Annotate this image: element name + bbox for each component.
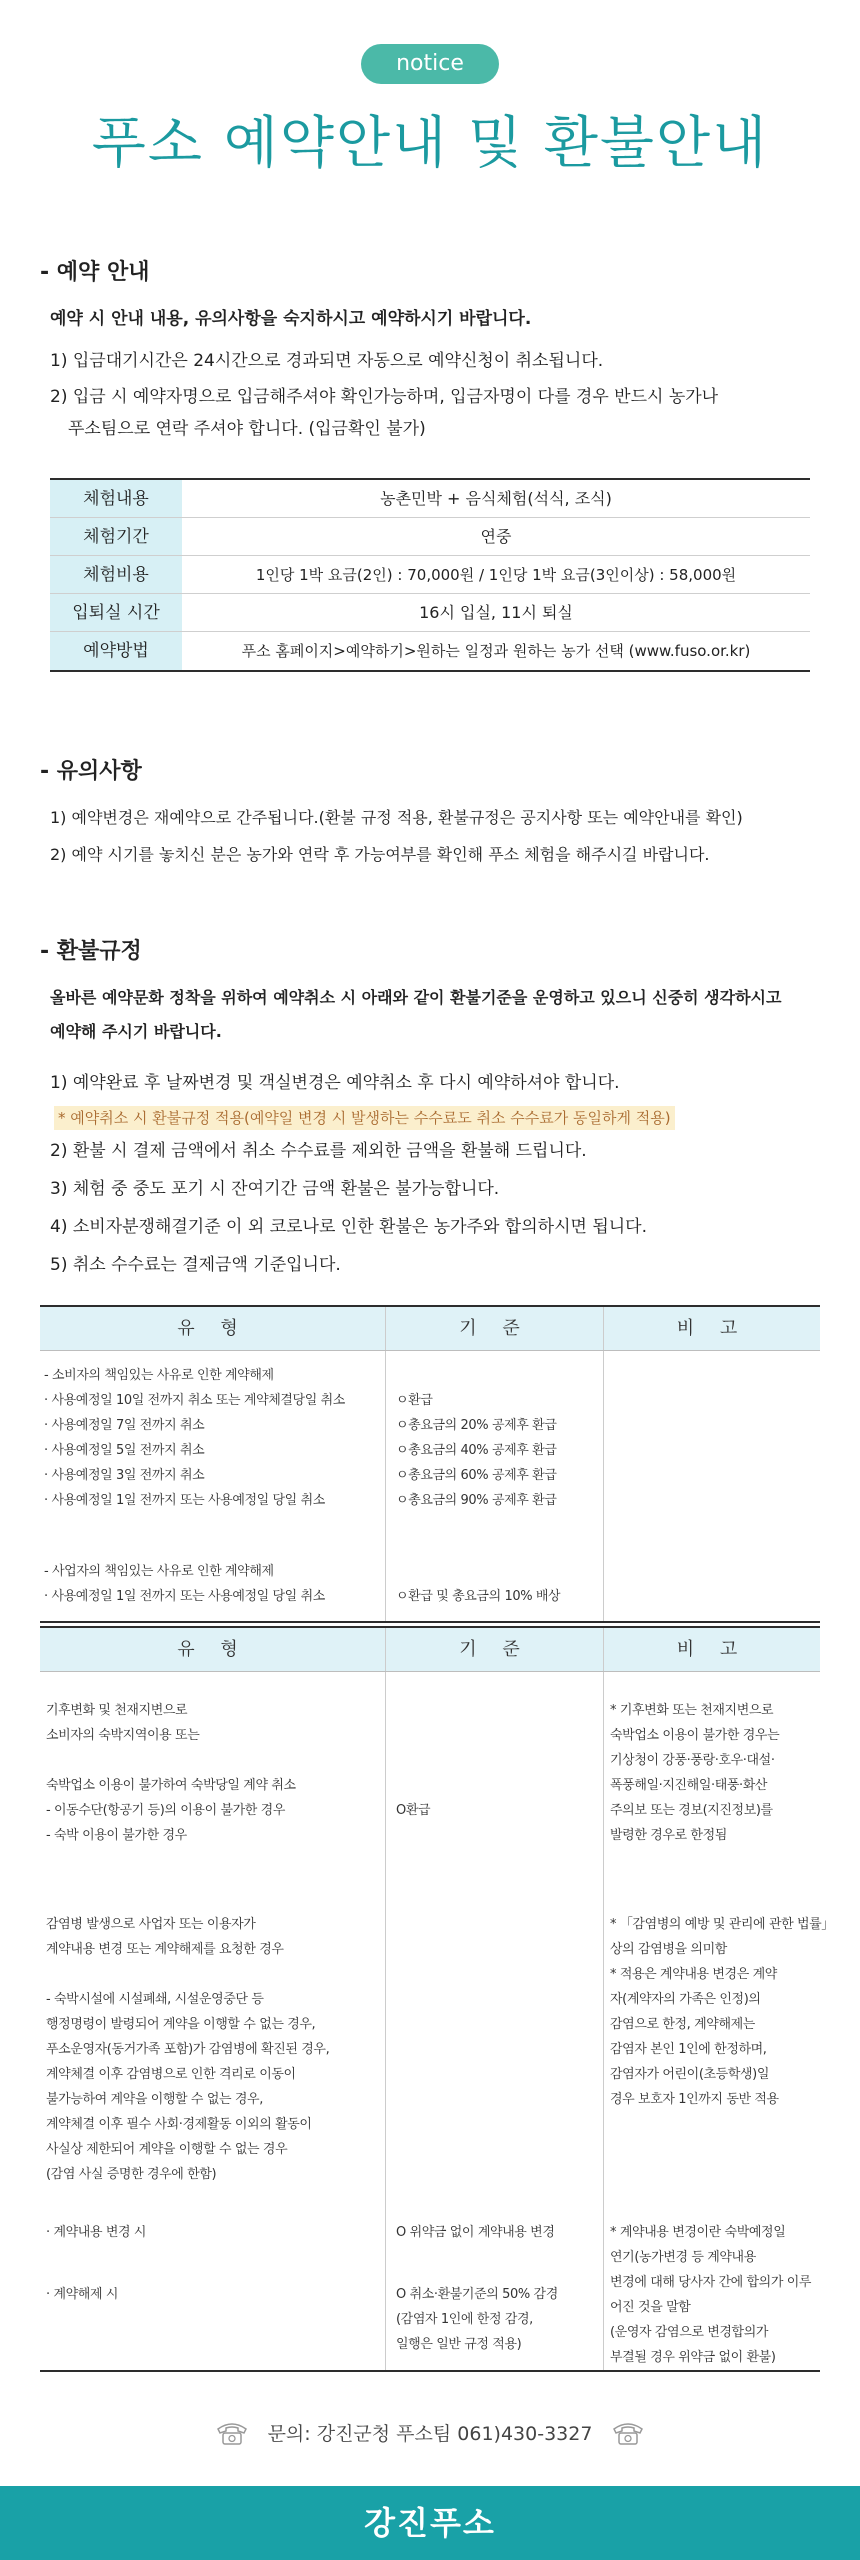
info-key: 예약방법 [50, 632, 182, 670]
header-criteria: 기 준 [386, 1307, 604, 1350]
type-line: (감염 사실 증명한 경우에 한함) [46, 2167, 217, 2182]
notes-item-1: 1) 예약변경은 재예약으로 간주됩니다.(환불 규정 적용, 환불규정은 공지사항 또는 예약안내를 확인) [50, 808, 743, 827]
type-line: - 사업자의 책임있는 사유로 인한 계약해제 [44, 1564, 274, 1579]
criteria-line: ㅇ총요금의 40% 공제후 환급 [396, 1443, 557, 1458]
note-line: (운영자 감염으로 변경합의가 [610, 2325, 769, 2340]
reservation-item-1: 1) 입금대기시간은 24시간으로 경과되면 자동으로 예약신청이 취소됩니다. [50, 351, 604, 371]
notes-item-2: 2) 예약 시기를 놓치신 분은 농가와 연락 후 가능여부를 확인해 푸소 체험을 해주시길 바랍니다. [50, 845, 710, 864]
type-line: - 소비자의 책임있는 사유로 인한 계약해제 [44, 1368, 274, 1383]
criteria-line: (감염자 1인에 한정 감경, [396, 2312, 533, 2327]
table-header-row [40, 1628, 820, 1672]
info-key: 체험비용 [50, 556, 182, 593]
type-line: 계약체결 이후 감염병으로 인한 격리로 이동이 [46, 2067, 296, 2082]
refund-highlight-note: * 예약취소 시 환불규정 적용(예약일 변경 시 발생하는 수수료도 취소 수수료가 동일하게 적용) [54, 1106, 675, 1130]
note-line: 변경에 대해 당사자 간에 합의가 이루 [610, 2275, 812, 2290]
criteria-line: ㅇ환급 및 총요금의 10% 배상 [396, 1589, 561, 1604]
note-line: * 「감염병의 예방 및 관리에 관한 법률」 [610, 1917, 834, 1932]
note-line: 어진 것을 말함 [610, 2300, 691, 2315]
notice-badge: notice [361, 44, 499, 84]
header-type: 유 형 [40, 1628, 386, 1671]
note-line: 폭풍해일·지진해일·태풍·화산 [610, 1778, 768, 1793]
info-key: 체험기간 [50, 518, 182, 555]
type-line: 푸소운영자(동거가족 포함)가 감염병에 확진된 경우, [46, 2042, 330, 2057]
info-value: 농촌민박 + 음식체험(석식, 조식) [380, 489, 612, 508]
footer-bar [0, 2486, 860, 2560]
note-line: 기상청이 강풍·풍랑·호우·대설· [610, 1753, 775, 1768]
contact-line [0, 2419, 860, 2446]
type-line: · 사용예정일 5일 전까지 취소 [44, 1443, 205, 1458]
header-criteria: 기 준 [386, 1628, 604, 1671]
refund-heading: - 환불규정 [40, 939, 142, 964]
type-line: · 사용예정일 1일 전까지 또는 사용예정일 당일 취소 [44, 1493, 325, 1508]
note-cell [604, 1351, 820, 1621]
info-value: 푸소 홈페이지>예약하기>원하는 일정과 원하는 농가 선택 (www.fuso.or.kr) [241, 642, 751, 660]
criteria-line: ㅇ총요금의 20% 공제후 환급 [396, 1418, 557, 1433]
reservation-heading: - 예약 안내 [40, 260, 150, 285]
criteria-cell [386, 1351, 604, 1621]
type-line: · 사용예정일 1일 전까지 또는 사용예정일 당일 취소 [44, 1589, 325, 1604]
page-title: 푸소 예약안내 및 환불안내 [91, 111, 769, 176]
note-line: * 계약내용 변경이란 숙박예정일 [610, 2225, 786, 2240]
phone-icon [610, 2420, 646, 2446]
refund-table-consumer [40, 1305, 820, 1623]
criteria-line: O 취소·환불기준의 50% 감경 [396, 2287, 558, 2302]
reservation-intro: 예약 시 안내 내용, 유의사항을 숙지하시고 예약하시기 바랍니다. [50, 309, 532, 329]
type-line: · 사용예정일 3일 전까지 취소 [44, 1468, 205, 1483]
note-line: 연기(농가변경 등 계약내용 [610, 2250, 756, 2265]
note-cell [604, 1672, 834, 2370]
type-line: 계약체결 이후 필수 사회·경제활동 이외의 활동이 [46, 2117, 312, 2132]
type-line: 계약내용 변경 또는 계약해제를 요청한 경우 [46, 1942, 284, 1957]
info-key: 체험내용 [50, 480, 182, 517]
table-row [50, 632, 810, 670]
notes-heading: - 유의사항 [40, 759, 142, 784]
refund-item-3: 3) 체험 중 중도 포기 시 잔여기간 금액 환불은 불가능합니다. [50, 1179, 500, 1199]
note-line: 부결될 경우 위약금 없이 환불) [610, 2350, 776, 2365]
info-value: 연중 [480, 527, 512, 546]
type-line: 불가능하여 계약을 이행할 수 없는 경우, [46, 2092, 263, 2107]
criteria-line: ㅇ환급 [396, 1393, 433, 1408]
contact-text: 문의: 강진군청 푸소팀 061)430-3327 [267, 2423, 593, 2445]
criteria-line: ㅇ총요금의 90% 공제후 환급 [396, 1493, 557, 1508]
type-cell [40, 1351, 386, 1621]
type-line: - 숙박시설에 시설폐쇄, 시설운영중단 등 [46, 1992, 264, 2007]
refund-intro-2: 예약해 주시기 바랍니다. [50, 1022, 222, 1041]
info-value: 1인당 1박 요금(2인) : 70,000원 / 1인당 1박 요금(3인이상) : 58,000원 [255, 566, 737, 584]
header-note: 비 고 [676, 1639, 748, 1660]
criteria-line: ㅇ총요금의 60% 공제후 환급 [396, 1468, 557, 1483]
type-line: · 계약해제 시 [46, 2287, 118, 2302]
type-line: 사실상 제한되어 계약을 이행할 수 없는 경우 [46, 2142, 288, 2157]
table-row [50, 480, 810, 518]
table-header-row [40, 1307, 820, 1351]
note-line: 발령한 경우로 한정됨 [610, 1828, 727, 1843]
type-line: - 숙박 이용이 불가한 경우 [46, 1828, 187, 1843]
criteria-line: O환급 [396, 1803, 431, 1818]
reservation-info-table [50, 478, 810, 672]
type-line: - 이동수단(항공기 등)의 이용이 불가한 경우 [46, 1803, 285, 1818]
table-row [40, 1351, 820, 1621]
reservation-item-2: 2) 입금 시 예약자명으로 입금해주셔야 확인가능하며, 입금자명이 다를 경우 반드시 농가나 [50, 387, 719, 407]
type-line: 소비자의 숙박지역이용 또는 [46, 1728, 200, 1743]
table-row [40, 1672, 834, 2370]
refund-item-5: 5) 취소 수수료는 결제금액 기준입니다. [50, 1255, 341, 1275]
type-line: · 사용예정일 10일 전까지 취소 또는 계약체결당일 취소 [44, 1393, 345, 1408]
note-line: 상의 감염병을 의미함 [610, 1942, 727, 1957]
table-row [50, 594, 810, 632]
note-line: 자(계약자의 가족은 인정)의 [610, 1992, 761, 2007]
note-line: 경우 보호자 1인까지 동반 적용 [610, 2092, 779, 2107]
type-line: 감염병 발생으로 사업자 또는 이용자가 [46, 1917, 256, 1932]
type-line: 행정명령이 발령되어 계약을 이행할 수 없는 경우, [46, 2017, 316, 2032]
note-line: 숙박업소 이용이 불가한 경우는 [610, 1728, 780, 1743]
refund-item-1: 1) 예약완료 후 날짜변경 및 객실변경은 예약취소 후 다시 예약하셔야 합니다. [50, 1073, 620, 1093]
header-note: 비 고 [676, 1318, 748, 1339]
criteria-line: 일행은 일반 규정 적용) [396, 2337, 522, 2352]
refund-table-special [40, 1626, 834, 2372]
phone-icon [214, 2420, 250, 2446]
type-cell [40, 1672, 386, 2370]
refund-item-2: 2) 환불 시 결제 금액에서 취소 수수료를 제외한 금액을 환불해 드립니다. [50, 1141, 587, 1161]
type-line: 숙박업소 이용이 불가하여 숙박당일 계약 취소 [46, 1778, 296, 1793]
note-line: 감염자 본인 1인에 한정하며, [610, 2042, 767, 2057]
type-line: · 사용예정일 7일 전까지 취소 [44, 1418, 205, 1433]
table-row [50, 556, 810, 594]
info-key: 입퇴실 시간 [50, 594, 182, 631]
note-line: 감염으로 한정, 계약해제는 [610, 2017, 755, 2032]
criteria-line: O 위약금 없이 계약내용 변경 [396, 2225, 555, 2240]
note-line: * 적용은 계약내용 변경은 계약 [610, 1967, 777, 1982]
note-line: * 기후변화 또는 천재지변으로 [610, 1703, 774, 1718]
gangjin-fuso-logo: 강진푸소 [364, 2504, 496, 2542]
type-line: 기후변화 및 천재지변으로 [46, 1703, 188, 1718]
note-line: 주의보 또는 경보(지진정보)를 [610, 1803, 773, 1818]
header-type: 유 형 [40, 1307, 386, 1350]
refund-item-4: 4) 소비자분쟁해결기준 이 외 코로나로 인한 환불은 농가주와 합의하시면 됩니다. [50, 1217, 647, 1237]
note-line: 감염자가 어린이(초등학생)일 [610, 2067, 769, 2082]
type-line: · 계약내용 변경 시 [46, 2225, 147, 2240]
info-value: 16시 입실, 11시 퇴실 [419, 603, 573, 622]
reservation-item-2-cont: 푸소팀으로 연락 주셔야 합니다. (입금확인 불가) [68, 419, 426, 439]
refund-intro-1: 올바른 예약문화 정착을 위하여 예약취소 시 아래와 같이 환불기준을 운영하고 있으니 신중히 생각하시고 [50, 988, 782, 1007]
criteria-cell [386, 1672, 604, 2370]
table-row [50, 518, 810, 556]
